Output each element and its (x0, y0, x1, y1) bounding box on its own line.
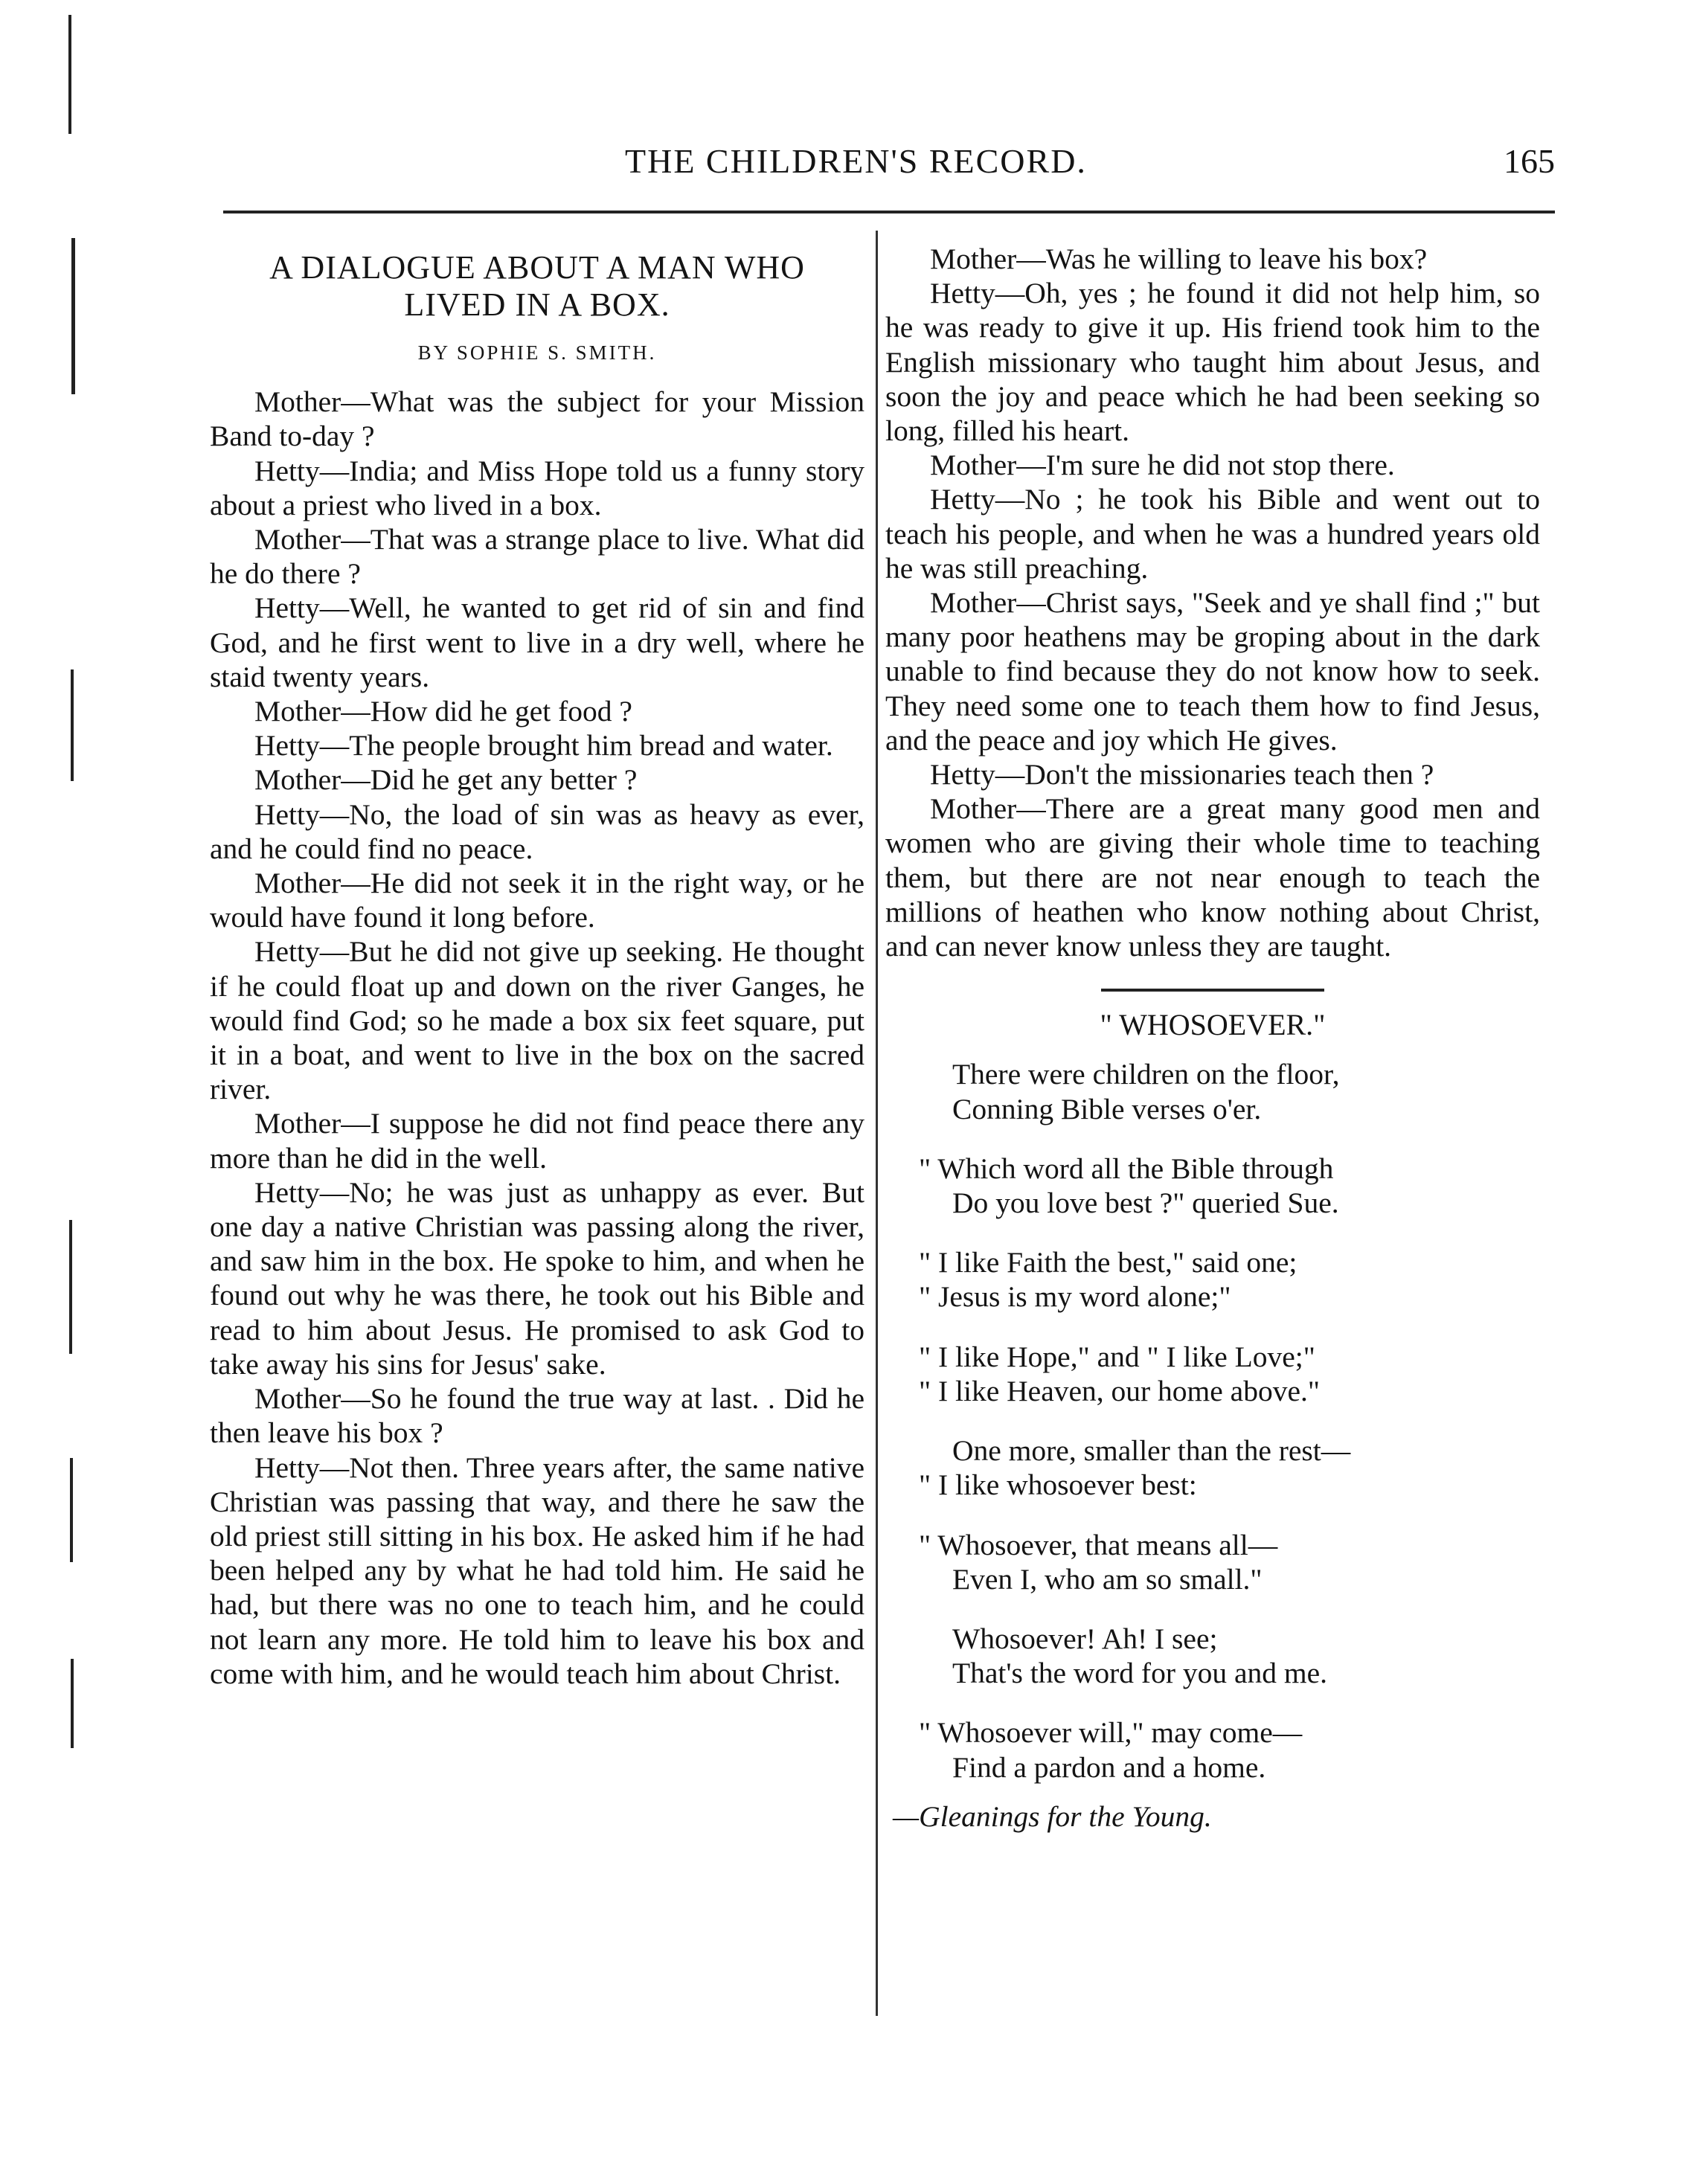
left-column (210, 242, 864, 1691)
right-column (885, 242, 1540, 1834)
article-title (210, 249, 864, 324)
dialogue-paragraph: Hetty—No; he was just as unhappy as ever. But one day a native Christian was passing along the river, and saw him in the box. He spoke to him, and when he found out why he was there, he took out his Bible and read to him about Jesus. He promised to ask God to take away his sins for Jesus' sake. (210, 1175, 864, 1381)
dialogue-paragraph: Mother—He did not seek it in the right way, or he would have found it long before. (210, 867, 864, 934)
scan-edge-mark (68, 15, 71, 134)
dialogue-paragraph: Mother—I suppose he did not find peace there any more than he did in the well. (210, 1107, 864, 1175)
dialogue-paragraph: Mother—What was the subject for your Mission Band to-day ? (210, 385, 864, 453)
poem-stanza (885, 1433, 1540, 1502)
dialogue-paragraph: Mother—How did he get food ? (254, 695, 632, 728)
poem-line: That's the word for you and me. (952, 1657, 1328, 1690)
article-title-line: LIVED IN A BOX. (404, 286, 670, 323)
poem-line: " I like Faith the best," said one; (919, 1246, 1297, 1279)
page-header (223, 141, 1555, 193)
running-title: THE CHILDREN'S RECORD. (625, 142, 1087, 180)
section-rule (1101, 989, 1324, 992)
dialogue-paragraph: Hetty—Not then. Three years after, the same native Christian was passing that way, and there he saw the old priest still sitting in his box. He asked him if he had been helped any by what he had told him. He said he had, but there was no one to teach him, and he could not learn any more. He told him to leave his box and come with him, and he would teach him about Christ. (210, 1451, 864, 1690)
scan-edge-mark (71, 1659, 74, 1748)
poem-stanza (885, 1528, 1540, 1596)
dialogue-paragraph: Hetty—Well, he wanted to get rid of sin and find God, and he first went to live in a dry well, where he staid twenty years. (210, 591, 864, 693)
column-divider (876, 231, 878, 2016)
poem-line: Find a pardon and a home. (952, 1750, 1266, 1784)
dialogue-paragraph: Hetty—Oh, yes ; he found it did not help him, so he was ready to give it up. His friend took him to the English missionary who taught him about Jesus, and soon the joy and peace which he had been seeking so long, filled his heart. (885, 277, 1540, 448)
poem-stanza (885, 1057, 1540, 1125)
poem-line: " Whosoever will," may come— (919, 1716, 1303, 1750)
dialogue-paragraph: Hetty—No, the load of sin was as heavy as ever, and he could find no peace. (210, 797, 864, 865)
dialogue-paragraph: Mother—Was he willing to leave his box? (930, 243, 1428, 275)
article-title-line: A DIALOGUE ABOUT A MAN WHO (269, 249, 805, 286)
poem-line: " Whosoever, that means all— (919, 1528, 1278, 1561)
poem-stanza (885, 1245, 1540, 1314)
scan-edge-mark (70, 1458, 73, 1562)
poem-stanza (885, 1715, 1540, 1784)
poem-line: " I like Heaven, our home above." (919, 1374, 1320, 1407)
poem-title: " WHOSOEVER." (1100, 1008, 1326, 1042)
poem-line: Do you love best ?" queried Sue. (952, 1186, 1339, 1220)
header-rule (223, 211, 1555, 213)
poem-line: There were children on the floor, (952, 1058, 1340, 1091)
article-byline: BY SOPHIE S. SMITH. (417, 341, 657, 364)
dialogue-paragraph: Mother—Christ says, "Seek and ye shall find ;" but many poor heathens may be groping about in the dark unable to find because they do not know how to seek. They need some one to teach them how to find Jesus, and the peace and joy which He gives. (885, 586, 1540, 757)
dialogue-paragraph: Mother—Did he get any better ? (254, 763, 638, 797)
dialogue-paragraph: Hetty—India; and Miss Hope told us a funny story about a priest who lived in a box. (210, 454, 864, 521)
dialogue-paragraph: Mother—So he found the true way at last. . Did he then leave his box ? (210, 1382, 864, 1450)
poem-line: " I like whosoever best: (919, 1468, 1197, 1502)
poem-line: Whosoever! Ah! I see; (952, 1622, 1218, 1655)
dialogue-paragraph: Mother—That was a strange place to live. What did he do there ? (210, 523, 864, 591)
scan-edge-mark (69, 1220, 72, 1354)
scan-edge-mark (71, 669, 74, 781)
dialogue-paragraph: Hetty—No ; he took his Bible and went out to teach his people, and when he was a hundred years old he was still preaching. (885, 483, 1540, 585)
dialogue-paragraph: Hetty—The people brought him bread and water. (254, 729, 833, 762)
dialogue-paragraph: Hetty—But he did not give up seeking. He thought if he could float up and down on the river Ganges, he would find God; so he made a box six feet square, put it in a boat, and went to live in the box on the sacred river. (210, 935, 864, 1106)
poem-line: Conning Bible verses o'er. (952, 1092, 1262, 1125)
poem-line: " Jesus is my word alone;" (919, 1280, 1231, 1314)
poem-line: One more, smaller than the rest— (952, 1434, 1351, 1468)
poem-stanza (885, 1340, 1540, 1408)
dialogue-paragraph: Mother—There are a great many good men and women who are giving their whole time to teaching them, but there are not near enough to teach the millions of heathen who know nothing about Christ, and can never know unless they are taught. (885, 792, 1540, 963)
scan-edge-mark (71, 238, 75, 394)
poem-credit: —Gleanings for the Young. (893, 1799, 1212, 1833)
dialogue-paragraph: Mother—I'm sure he did not stop there. (930, 449, 1395, 482)
poem-line: " I like Hope," and " I like Love;" (919, 1340, 1315, 1373)
poem-stanza (885, 1152, 1540, 1220)
dialogue-paragraph: Hetty—Don't the missionaries teach then ? (930, 758, 1434, 791)
page-number: 165 (1504, 142, 1555, 180)
poem-line: " Which word all the Bible through (919, 1152, 1334, 1185)
poem-stanza (885, 1622, 1540, 1690)
poem-line: Even I, who am so small." (952, 1562, 1263, 1596)
